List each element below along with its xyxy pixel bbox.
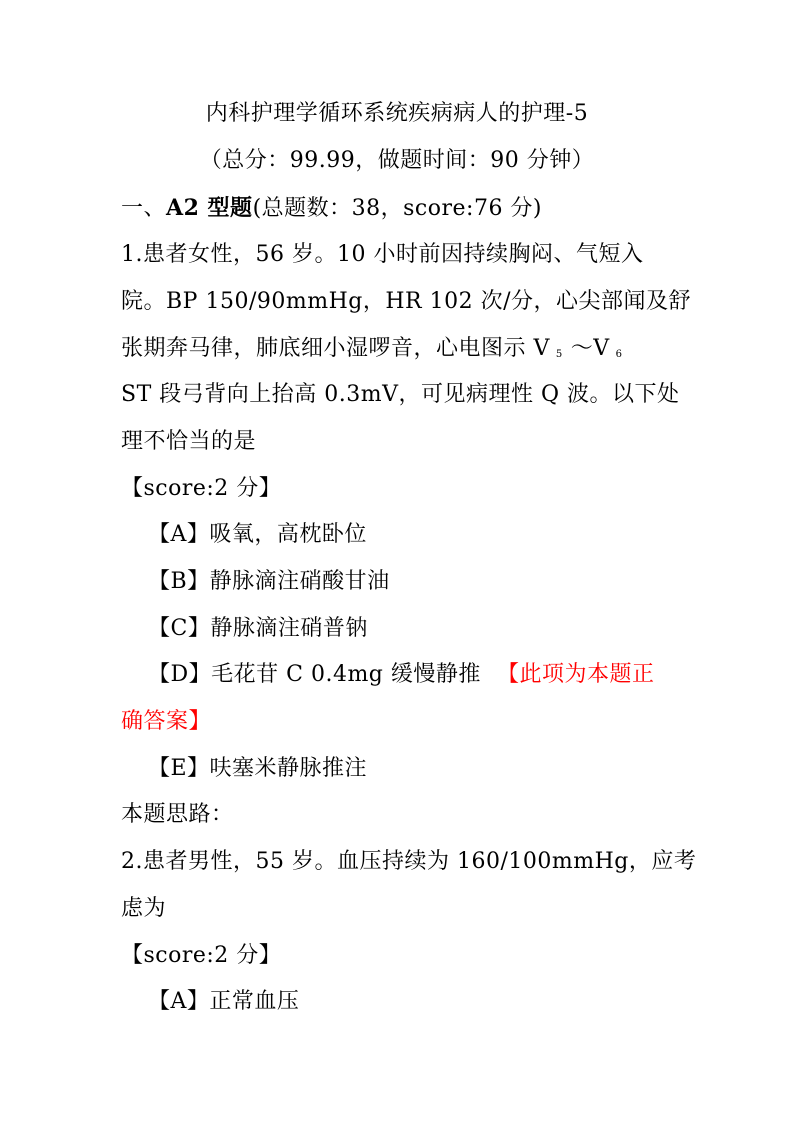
question-1-option-b: 【B】静脉滴注硝酸甘油 xyxy=(148,569,390,594)
exam-info: （总分：99.99，做题时间：90 分钟） xyxy=(199,148,595,173)
question-1-text-line-2: 院。BP 150/90mmHg，HR 102 次/分，心尖部闻及舒 xyxy=(121,289,691,314)
subscript-6: 6 xyxy=(615,349,623,360)
question-1-text-line-1: 1.患者女性，56 岁。10 小时前因持续胸闷、气短入 xyxy=(121,242,644,267)
section-prefix: 一、 xyxy=(121,196,167,221)
question-2-option-a: 【A】正常血压 xyxy=(148,989,300,1014)
question-1-option-e: 【E】呋塞米静脉推注 xyxy=(148,756,368,781)
subscript-5: 5 xyxy=(555,349,563,360)
question-1-option-d xyxy=(148,661,481,689)
question-1-option-a: 【A】吸氧，高枕卧位 xyxy=(148,522,367,547)
page-title: 内科护理学循环系统疾病病人的护理-5 xyxy=(205,101,589,126)
question-1-option-c: 【C】静脉滴注硝普钠 xyxy=(148,616,368,641)
question-1-text-line-3-main: 张期奔马律，肺底细小湿啰音，心电图示 V xyxy=(121,336,550,361)
question-1-option-d-text: 【D】毛花苷 C 0.4mg 缓慢静推 xyxy=(148,662,481,687)
section-name: A2 型题 xyxy=(166,195,253,221)
question-1-text-line-3 xyxy=(121,335,631,369)
question-1-text-line-3-range: ～V xyxy=(570,336,610,361)
question-1-score: 【score:2 分】 xyxy=(121,476,282,501)
correct-answer-marker-part-2: 确答案】 xyxy=(121,709,212,734)
question-2-score: 【score:2 分】 xyxy=(121,943,282,968)
question-1-text-line-4: ST 段弓背向上抬高 0.3mV，可见病理性 Q 波。以下处 xyxy=(121,382,680,407)
question-2-text-line-1: 2.患者男性，55 岁。血压持续为 160/100mmHg，应考 xyxy=(121,849,697,874)
question-2-text-line-2: 虑为 xyxy=(121,896,167,921)
question-1-text-line-5: 理不恰当的是 xyxy=(121,429,257,454)
section-meta: (总题数：38，score:76 分) xyxy=(252,196,543,221)
section-heading xyxy=(121,194,542,223)
correct-answer-marker-part-1: 【此项为本题正 xyxy=(497,662,655,687)
question-1-analysis-label: 本题思路： xyxy=(121,802,234,827)
